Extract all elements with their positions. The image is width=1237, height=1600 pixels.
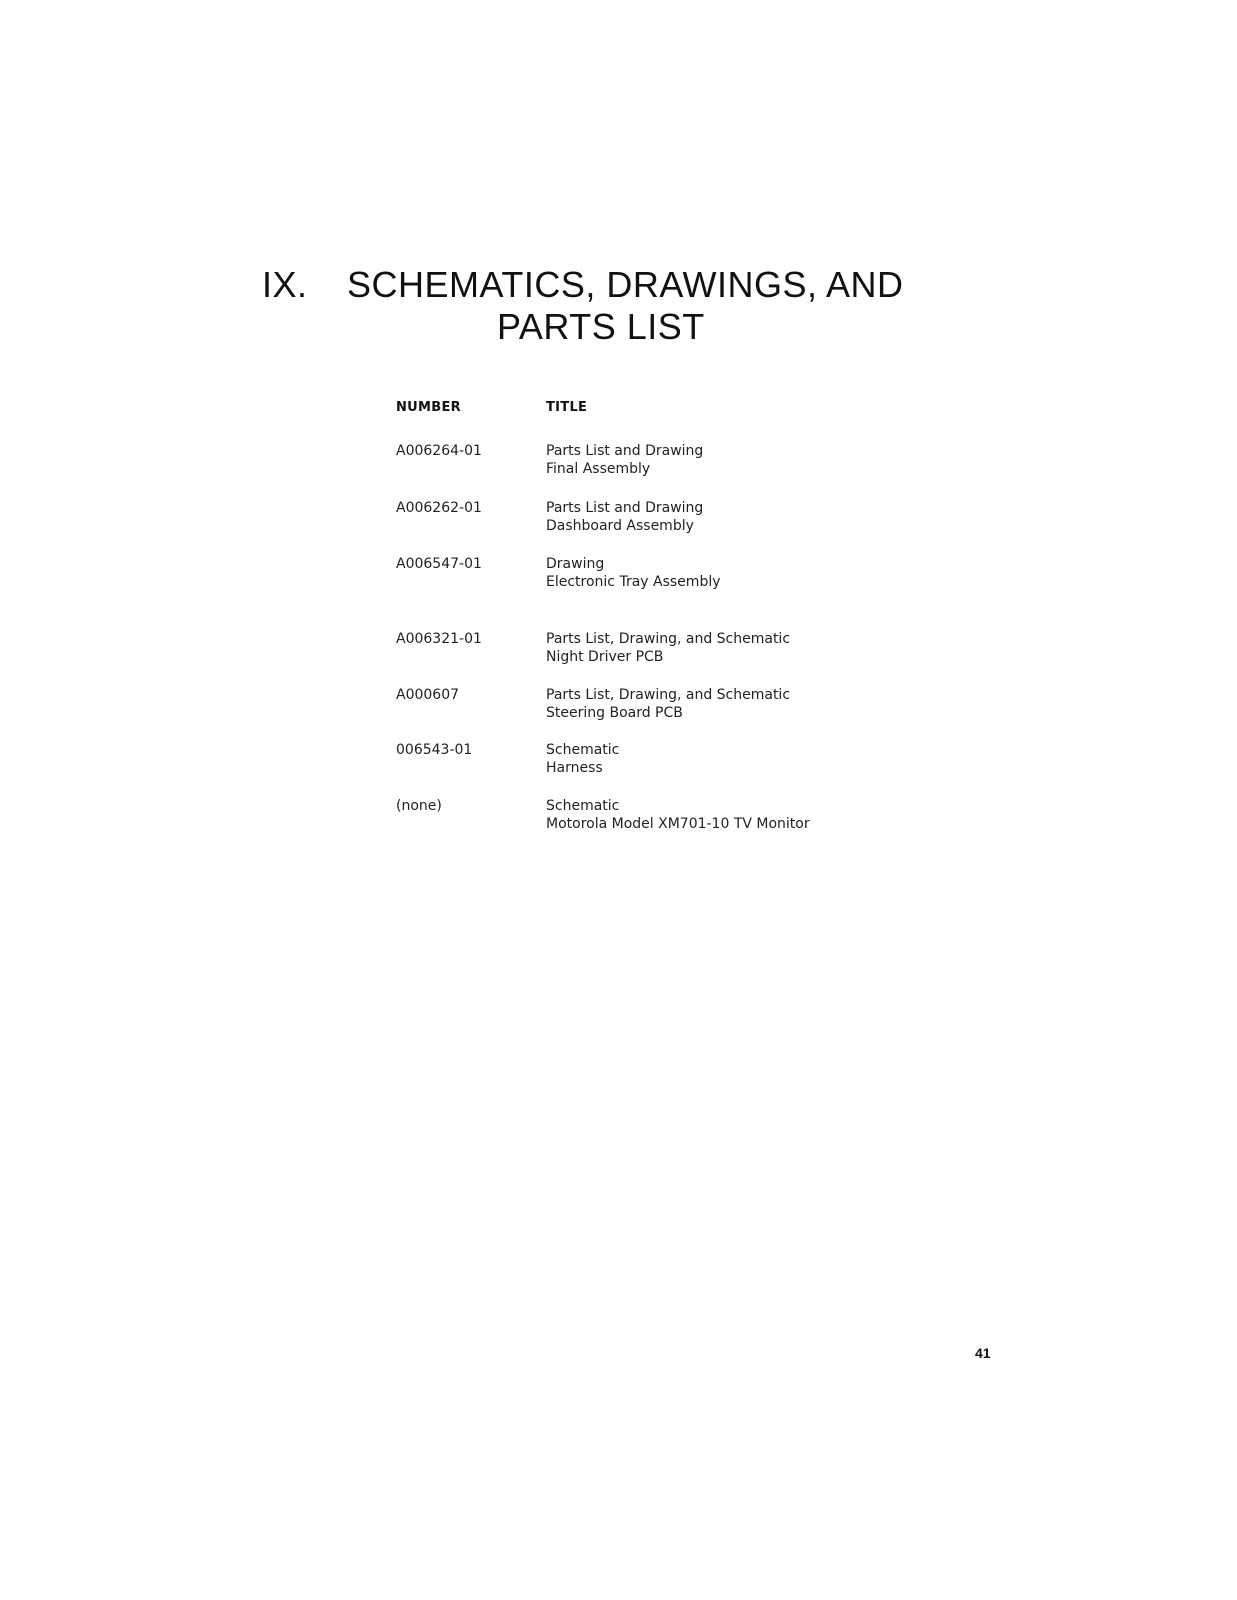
row-title — [546, 797, 810, 833]
table-header-row — [396, 400, 876, 442]
row-title — [546, 555, 721, 591]
column-header-title: TITLE — [546, 400, 588, 415]
row-title-line-2: Final Assembly — [546, 461, 651, 477]
row-number: A006262-01 — [396, 500, 482, 516]
row-title-line-2: Dashboard Assembly — [546, 518, 694, 534]
row-title — [546, 442, 703, 478]
row-number: A006547-01 — [396, 556, 482, 572]
table-row — [396, 797, 876, 837]
section-numeral: IX. — [262, 264, 308, 305]
row-title-line-1: Drawing — [546, 556, 605, 572]
row-number: A000607 — [396, 687, 460, 703]
table-row — [396, 499, 876, 555]
row-title-line-2: Steering Board PCB — [546, 705, 683, 721]
table-row — [396, 741, 876, 797]
row-title-line-1: Parts List, Drawing, and Schematic — [546, 631, 791, 647]
row-number: (none) — [396, 798, 442, 814]
row-number: A006264-01 — [396, 443, 482, 459]
row-title — [546, 499, 703, 535]
row-title-line-2: Electronic Tray Assembly — [546, 574, 721, 590]
table-row — [396, 630, 876, 686]
section-title-line-2: PARTS LIST — [497, 306, 705, 347]
row-title-line-2: Harness — [546, 760, 603, 776]
table-row — [396, 686, 876, 741]
row-title-line-1: Parts List and Drawing — [546, 443, 704, 459]
row-title-line-2: Night Driver PCB — [546, 649, 664, 665]
row-title-line-1: Parts List, Drawing, and Schematic — [546, 687, 791, 703]
section-title-line-1: SCHEMATICS, DRAWINGS, AND — [347, 264, 904, 305]
page-number: 41 — [975, 1345, 991, 1361]
table-row — [396, 555, 876, 630]
parts-table — [396, 400, 876, 837]
row-title — [546, 686, 790, 722]
row-title — [546, 630, 790, 666]
row-number: 006543-01 — [396, 742, 473, 758]
row-title-line-1: Schematic — [546, 798, 620, 814]
row-number: A006321-01 — [396, 631, 482, 647]
row-title — [546, 741, 619, 777]
row-title-line-1: Parts List and Drawing — [546, 500, 704, 516]
row-title-line-2: Motorola Model XM701-10 TV Monitor — [546, 816, 810, 832]
column-header-number: NUMBER — [396, 400, 461, 415]
table-row — [396, 442, 876, 499]
row-title-line-1: Schematic — [546, 742, 620, 758]
